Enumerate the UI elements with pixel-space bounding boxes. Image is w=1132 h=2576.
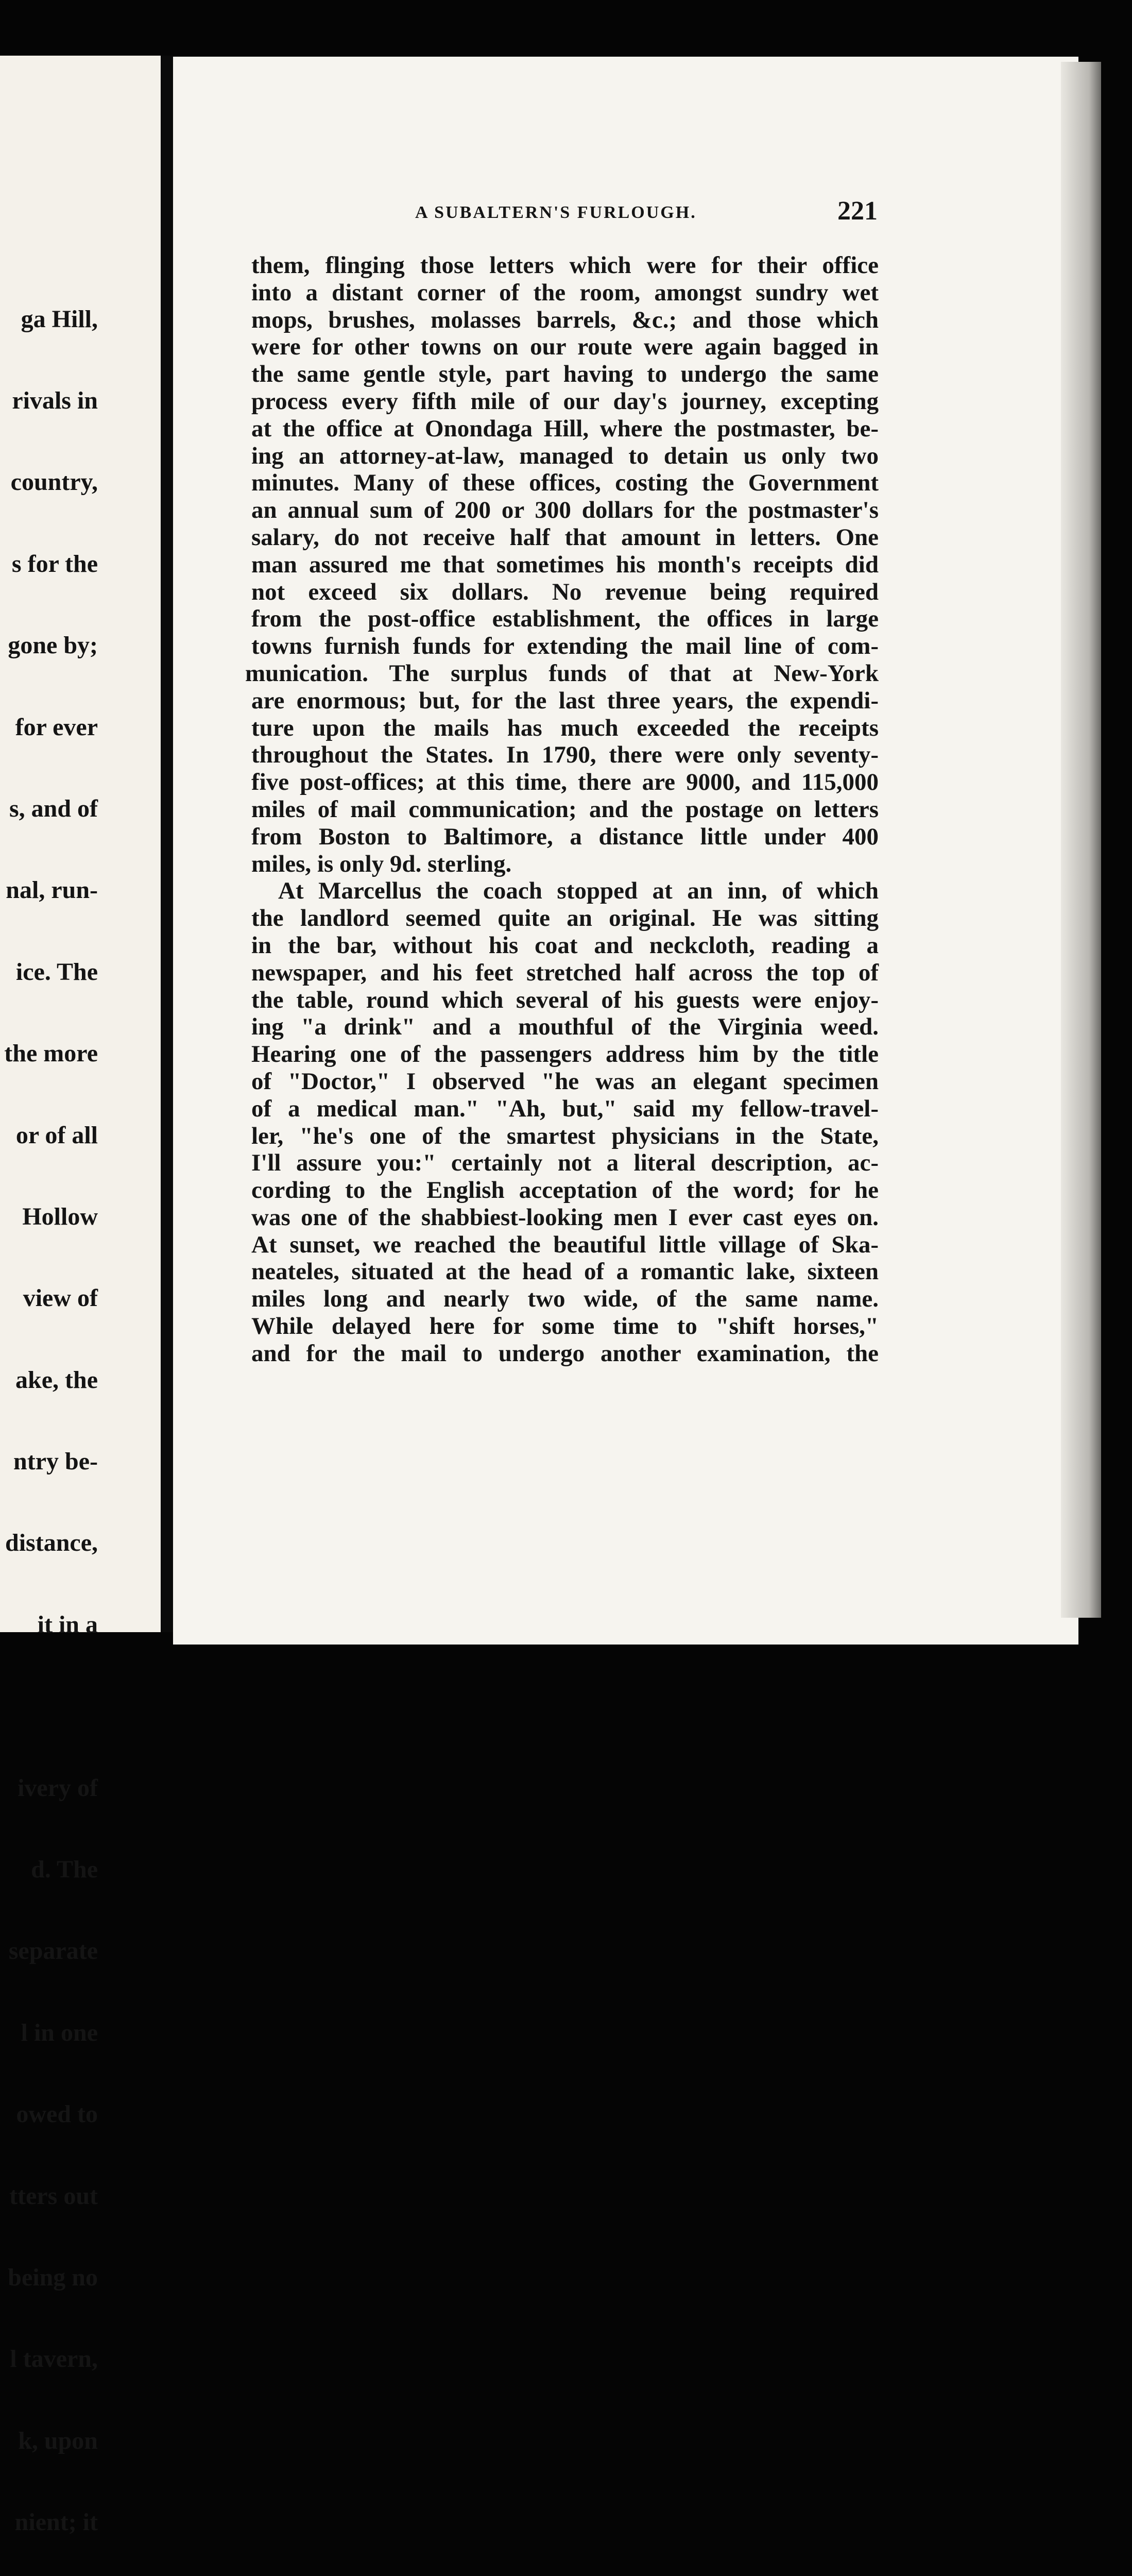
text-line: newspaper, and his feet stretched half across the top of (251, 959, 879, 986)
text-line: the landlord seemed quite an original. He was sitting (251, 905, 879, 932)
text-line: from the post-office establishment, the offices in large (251, 605, 879, 633)
text-line: towns furnish funds for extending the mail line of com- (251, 633, 879, 660)
page-body-text (245, 252, 879, 1367)
text-line: an annual sum of 200 or 300 dollars for the postmaster's (251, 497, 879, 524)
left-fragment: gone by; (8, 632, 98, 659)
text-line: was one of the shabbiest-looking men I ever cast eyes on. (251, 1204, 879, 1231)
page-edge-shadow (1061, 62, 1101, 1618)
text-line: are enormous; but, for the last three years, the expendi- (251, 687, 879, 714)
text-line: them, flinging those letters which were for their office (251, 252, 879, 279)
left-fragment: l in one (21, 2019, 98, 2046)
text-line: At sunset, we reached the beautiful little village of Ska- (251, 1231, 879, 1258)
left-fragment: ice. The (15, 958, 98, 986)
left-page-text (0, 251, 161, 2576)
text-line: ler, "he's one of the smartest physicians in the State, (251, 1122, 879, 1149)
text-line: the table, round which several of his guests were enjoy- (251, 986, 879, 1013)
text-line: ing "a drink" and a mouthful of the Virginia weed. (251, 1013, 879, 1041)
left-fragment: tters out (9, 2182, 98, 2210)
text-line: While delayed here for some time to "shift horses," (251, 1313, 879, 1340)
text-line: miles long and nearly two wide, of the same name. (251, 1285, 879, 1313)
text-line: miles of mail communication; and the postage on letters (251, 795, 879, 823)
text-line: miles, is only 9d. sterling. (251, 850, 512, 877)
text-line: mops, brushes, molasses barrels, &c.; and those which (251, 306, 879, 333)
left-fragment: separate (8, 1937, 98, 1965)
text-line: from Boston to Baltimore, a distance little under 400 (251, 823, 879, 850)
left-fragment: k, upon (18, 2427, 98, 2454)
left-fragment: ntry be- (13, 1448, 98, 1476)
left-fragment: distance, (5, 1529, 98, 1557)
text-line: not exceed six dollars. No revenue being required (251, 578, 879, 605)
text-line: ture upon the mails has much exceeded the receipts (251, 714, 879, 741)
left-fragment: view of (23, 1284, 98, 1312)
left-fragment: s for the (11, 550, 98, 578)
page-number: 221 (837, 196, 878, 226)
left-fragment: l tavern, (10, 2345, 98, 2373)
text-line: man assured me that sometimes his month's receipts did (251, 551, 879, 578)
text-line: cording to the English acceptation of the word; for he (251, 1177, 879, 1204)
left-fragment: s, and of (9, 794, 98, 822)
text-line: at the office at Onondaga Hill, where the postmaster, be- (251, 415, 879, 442)
text-line: into a distant corner of the room, amongst sundry wet (251, 279, 879, 306)
book-gutter (161, 56, 173, 1632)
text-line: in the bar, without his coat and neckcloth, reading a (251, 931, 879, 959)
text-line: neateles, situated at the head of a romantic lake, sixteen (251, 1258, 879, 1285)
text-line: throughout the States. In 1790, there were only seventy- (251, 741, 879, 769)
left-fragment: nient; it (14, 2509, 98, 2536)
text-line: and for the mail to undergo another examination, the (251, 1340, 879, 1367)
text-line: the same gentle style, part having to undergo the same (251, 361, 879, 388)
text-line: ing an attorney-at-law, managed to detain us only two (251, 442, 879, 469)
left-fragment: being no (8, 2263, 98, 2291)
left-fragment: nal, run- (6, 876, 98, 904)
left-fragment: or of all (15, 1121, 98, 1149)
text-line: process every fifth mile of our day's journey, excepting (251, 387, 879, 415)
text-line: munication. The surplus funds of that at New-York (245, 659, 879, 687)
text-line: of a medical man." "Ah, but," said my fellow-travel- (251, 1095, 879, 1122)
left-fragment: it in a (37, 1611, 98, 1638)
left-fragment: owed to (16, 2100, 98, 2128)
left-fragment: the more (4, 1040, 98, 1067)
left-page (0, 56, 161, 2536)
text-line: of "Doctor," I observed "he was an elegant specimen (251, 1067, 879, 1095)
text-line: Hearing one of the passengers address him by the title (251, 1041, 879, 1068)
text-line: I'll assure you:" certainly not a literal description, ac- (251, 1149, 879, 1177)
left-fragment: for ever (15, 713, 98, 741)
left-fragment (0, 1693, 161, 1720)
text-line: At Marcellus the coach stopped at an inn, of which (278, 877, 879, 905)
text-line: were for other towns on our route were again bagged in (251, 333, 879, 361)
left-fragment: country, (10, 468, 98, 496)
text-line: salary, do not receive half that amount in letters. One (251, 523, 879, 551)
left-fragment: d. The (31, 1856, 98, 1884)
left-fragment: Hollow (22, 1202, 98, 1230)
left-fragment: rivals in (12, 386, 98, 414)
left-fragment: ivery of (18, 1774, 98, 1802)
left-fragment: ake, the (15, 1366, 98, 1394)
text-line: five post-offices; at this time, there are 9000, and 115,000 (251, 769, 879, 796)
running-head: A SUBALTERN'S FURLOUGH. (415, 203, 697, 222)
left-fragment: ga Hill, (21, 305, 98, 333)
text-line: minutes. Many of these offices, costing the Government (251, 469, 879, 497)
